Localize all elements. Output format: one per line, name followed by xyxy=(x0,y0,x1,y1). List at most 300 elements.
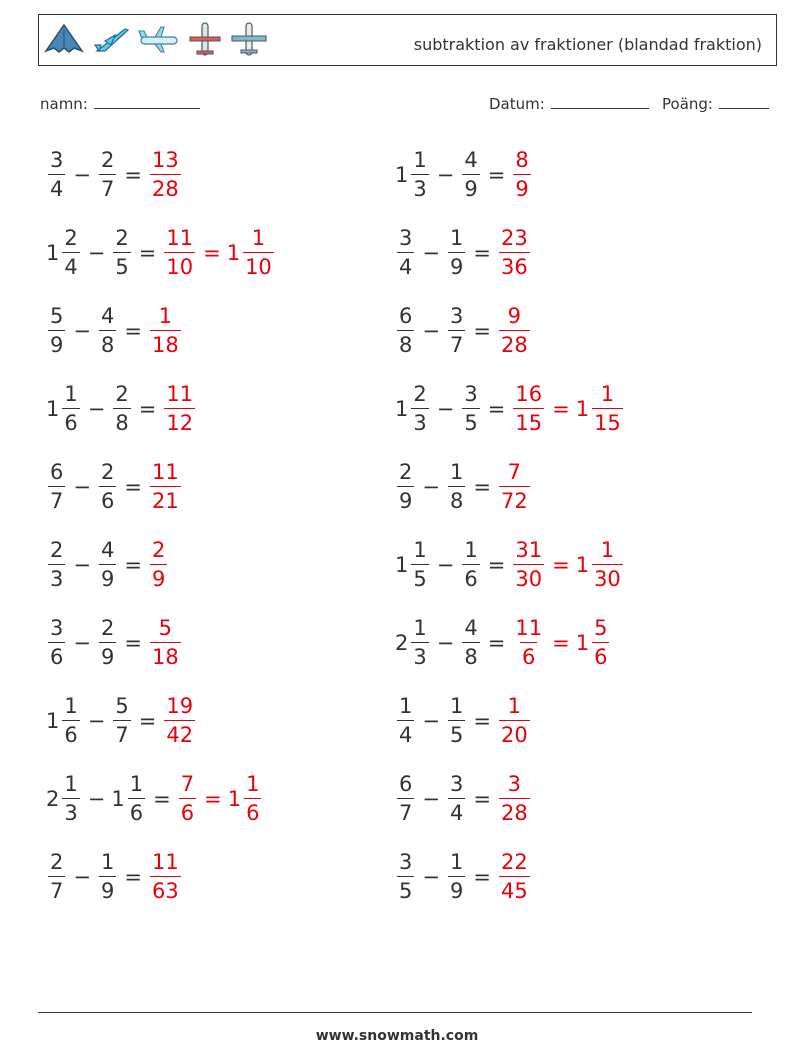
numerator: 3 xyxy=(507,772,522,796)
denominator: 3 xyxy=(62,798,79,824)
denominator: 9 xyxy=(99,876,116,902)
date-label: Datum: xyxy=(489,95,545,113)
equals-sign: = xyxy=(124,553,142,577)
numerator: 4 xyxy=(464,148,478,172)
subtrahend-fraction xyxy=(448,696,465,746)
numerator: 3 xyxy=(50,616,64,640)
answer xyxy=(497,852,532,902)
minus-sign: − xyxy=(87,709,106,733)
minus-sign: − xyxy=(422,319,440,343)
numerator: 11 xyxy=(515,616,543,640)
denominator: 3 xyxy=(411,642,428,668)
numerator: 2 xyxy=(413,382,427,406)
numerator: 4 xyxy=(464,616,478,640)
answer xyxy=(497,228,532,278)
airliner-icon xyxy=(137,21,181,57)
minus-sign: − xyxy=(436,553,455,577)
numerator: 5 xyxy=(50,304,64,328)
minuend-fraction xyxy=(48,540,65,590)
subtrahend-fraction xyxy=(113,384,130,434)
problem-row xyxy=(395,847,532,907)
subtrahend-fraction xyxy=(462,618,479,668)
answer xyxy=(148,150,183,200)
denominator: 10 xyxy=(243,252,274,278)
minuend-fraction xyxy=(62,228,79,278)
denominator: 4 xyxy=(397,252,414,278)
denominator: 6 xyxy=(520,642,537,668)
denominator: 8 xyxy=(99,330,116,356)
subtrahend-fraction xyxy=(99,618,116,668)
numerator: 1 xyxy=(64,772,78,796)
subtrahend-fraction xyxy=(448,774,465,824)
denominator: 8 xyxy=(397,330,414,356)
equals-sign: = xyxy=(487,553,506,577)
answer xyxy=(148,540,169,590)
numerator: 3 xyxy=(399,226,413,250)
numerator: 13 xyxy=(151,148,179,172)
numerator: 11 xyxy=(166,226,194,250)
minus-sign: − xyxy=(436,397,455,421)
minuend-fraction xyxy=(411,384,428,434)
denominator: 20 xyxy=(499,720,530,746)
minuend-whole: 1 xyxy=(395,163,409,187)
denominator: 4 xyxy=(397,720,414,746)
equals-sign: = xyxy=(124,163,142,187)
denominator: 6 xyxy=(462,564,479,590)
problem-row xyxy=(46,535,169,595)
footer-divider xyxy=(38,1012,752,1013)
problem-row xyxy=(46,613,183,673)
denominator: 21 xyxy=(150,486,181,512)
minus-sign: − xyxy=(87,787,106,811)
numerator: 3 xyxy=(449,304,464,328)
denominator: 8 xyxy=(448,486,465,512)
denominator: 6 xyxy=(592,642,609,668)
minuend-fraction xyxy=(411,618,428,668)
red-plane-icon xyxy=(187,21,223,57)
numerator: 2 xyxy=(151,538,166,562)
answer-fraction xyxy=(150,462,181,512)
denominator: 6 xyxy=(128,798,145,824)
equals-sign: = xyxy=(487,163,506,187)
numerator: 19 xyxy=(166,694,194,718)
equals-sign: = xyxy=(138,397,157,421)
minus-sign: − xyxy=(422,475,440,499)
numerator: 3 xyxy=(449,772,464,796)
date-line[interactable] xyxy=(551,94,649,109)
equals-sign: = xyxy=(487,631,506,655)
denominator: 3 xyxy=(411,408,428,434)
numerator: 3 xyxy=(399,850,413,874)
equals-sign: = xyxy=(138,241,157,265)
denominator: 9 xyxy=(448,252,465,278)
denominator: 6 xyxy=(99,486,116,512)
minuend-fraction xyxy=(411,150,428,200)
numerator: 2 xyxy=(115,226,129,250)
minuend-fraction xyxy=(397,306,414,356)
answer xyxy=(177,774,264,824)
numerator: 11 xyxy=(166,382,194,406)
denominator: 72 xyxy=(499,486,530,512)
equals-sign: = xyxy=(153,787,171,811)
answer xyxy=(511,384,624,434)
minus-sign: − xyxy=(73,865,91,889)
denominator: 6 xyxy=(244,798,261,824)
minuend-fraction xyxy=(397,462,414,512)
equals-sign: = xyxy=(473,241,491,265)
name-label: namn: xyxy=(40,95,88,113)
equals-sign: = xyxy=(203,241,221,265)
problem-row xyxy=(46,691,197,751)
subtrahend-fraction xyxy=(99,462,116,512)
problem-row xyxy=(46,769,263,829)
subtrahend-fraction xyxy=(448,228,465,278)
answer-fraction xyxy=(499,852,530,902)
mixed-answer-whole: 1 xyxy=(575,397,590,421)
answer-fraction xyxy=(513,618,544,668)
problem-row xyxy=(46,223,276,283)
subtrahend-fraction xyxy=(113,696,130,746)
minus-sign: − xyxy=(87,397,106,421)
date-field xyxy=(489,94,649,113)
equals-sign: = xyxy=(473,787,491,811)
problem-row xyxy=(395,379,625,439)
mixed-answer-fraction xyxy=(592,384,623,434)
equals-sign: = xyxy=(473,709,491,733)
answer xyxy=(497,306,532,356)
answer xyxy=(497,462,532,512)
problem-row xyxy=(46,847,183,907)
problem-row xyxy=(46,301,183,361)
minuend-whole: 1 xyxy=(46,709,60,733)
answer xyxy=(148,462,183,512)
subtrahend-fraction xyxy=(99,852,116,902)
numerator: 6 xyxy=(50,460,64,484)
numerator: 4 xyxy=(100,304,115,328)
name-line[interactable] xyxy=(94,94,200,109)
equals-sign: = xyxy=(124,475,142,499)
answer xyxy=(148,306,183,356)
minuend-fraction xyxy=(62,384,79,434)
numerator: 3 xyxy=(464,382,478,406)
minus-sign: − xyxy=(73,163,91,187)
numerator: 1 xyxy=(449,694,464,718)
problem-row xyxy=(46,145,183,205)
denominator: 5 xyxy=(397,876,414,902)
denominator: 7 xyxy=(48,876,65,902)
denominator: 36 xyxy=(499,252,530,278)
answer-fraction xyxy=(179,774,196,824)
numerator: 1 xyxy=(449,460,464,484)
numerator: 1 xyxy=(158,304,173,328)
denominator: 4 xyxy=(48,174,65,200)
subtrahend-fraction xyxy=(448,852,465,902)
numerator: 1 xyxy=(64,694,78,718)
denominator: 6 xyxy=(48,642,65,668)
numerator: 1 xyxy=(413,616,427,640)
denominator: 6 xyxy=(62,720,79,746)
answer-fraction xyxy=(164,384,195,434)
minuend-fraction xyxy=(411,540,428,590)
mixed-answer-fraction xyxy=(243,228,274,278)
numerator: 7 xyxy=(507,460,522,484)
denominator: 8 xyxy=(462,642,479,668)
minuend-fraction xyxy=(397,774,414,824)
numerator: 2 xyxy=(50,538,64,562)
answer-fraction xyxy=(513,540,544,590)
minuend-whole: 1 xyxy=(395,553,409,577)
numerator: 9 xyxy=(507,304,522,328)
answer-fraction xyxy=(164,228,195,278)
equals-sign: = xyxy=(138,709,157,733)
subtrahend-fraction xyxy=(448,462,465,512)
minus-sign: − xyxy=(422,865,440,889)
numerator: 1 xyxy=(413,538,427,562)
denominator: 30 xyxy=(513,564,544,590)
answer-fraction xyxy=(150,540,167,590)
denominator: 9 xyxy=(462,174,479,200)
minus-sign: − xyxy=(87,241,106,265)
answer-fraction xyxy=(499,696,530,746)
minuend-whole: 1 xyxy=(395,397,409,421)
equals-sign: = xyxy=(473,475,491,499)
answer xyxy=(511,618,611,668)
minus-sign: − xyxy=(422,241,440,265)
numerator: 11 xyxy=(151,460,179,484)
subtrahend-fraction xyxy=(462,540,479,590)
denominator: 7 xyxy=(113,720,130,746)
problem-row xyxy=(395,769,532,829)
answer xyxy=(497,696,532,746)
numerator: 3 xyxy=(50,148,64,172)
answer-fraction xyxy=(513,384,544,434)
denominator: 9 xyxy=(99,564,116,590)
denominator: 7 xyxy=(48,486,65,512)
answer-fraction xyxy=(164,696,195,746)
numerator: 1 xyxy=(507,694,522,718)
numerator: 1 xyxy=(64,382,78,406)
answer-fraction xyxy=(150,852,181,902)
mixed-answer-fraction xyxy=(592,540,623,590)
minuend-fraction xyxy=(48,618,65,668)
equals-sign: = xyxy=(487,397,506,421)
score-label: Poäng: xyxy=(662,95,713,113)
minus-sign: − xyxy=(436,163,455,187)
minuend-fraction xyxy=(48,852,65,902)
numerator: 16 xyxy=(515,382,543,406)
denominator: 4 xyxy=(448,798,465,824)
minus-sign: − xyxy=(73,475,91,499)
numerator: 1 xyxy=(129,772,144,796)
minuend-fraction xyxy=(48,306,65,356)
problem-row xyxy=(395,457,532,517)
subtrahend-fraction xyxy=(128,774,145,824)
numerator: 23 xyxy=(500,226,528,250)
answer-fraction xyxy=(499,228,530,278)
minus-sign: − xyxy=(73,319,91,343)
mixed-answer-whole: 1 xyxy=(226,241,241,265)
numerator: 2 xyxy=(100,616,115,640)
numerator: 1 xyxy=(600,382,615,406)
equals-sign: = xyxy=(124,865,142,889)
denominator: 15 xyxy=(513,408,544,434)
denominator: 6 xyxy=(179,798,196,824)
answer xyxy=(148,852,183,902)
name-field xyxy=(40,94,200,113)
minuend-fraction xyxy=(397,852,414,902)
denominator: 9 xyxy=(48,330,65,356)
score-field xyxy=(662,94,769,113)
subtrahend-fraction xyxy=(448,306,465,356)
answer xyxy=(148,618,183,668)
denominator: 9 xyxy=(99,642,116,668)
problem-row xyxy=(395,613,611,673)
numerator: 31 xyxy=(515,538,543,562)
footer-site: www.snowmath.com xyxy=(315,1028,479,1044)
numerator: 7 xyxy=(180,772,195,796)
minuend-whole: 1 xyxy=(46,397,60,421)
numerator: 2 xyxy=(50,850,64,874)
mixed-answer-whole: 1 xyxy=(227,787,242,811)
numerator: 1 xyxy=(251,226,266,250)
denominator: 28 xyxy=(499,330,530,356)
equals-sign: = xyxy=(473,319,491,343)
denominator: 15 xyxy=(592,408,623,434)
mixed-answer-whole: 1 xyxy=(575,631,590,655)
equals-sign: = xyxy=(473,865,491,889)
numerator: 1 xyxy=(449,226,464,250)
worksheet-title: subtraktion av fraktioner (blandad fraktion) xyxy=(413,35,762,54)
minuend-whole: 1 xyxy=(46,241,60,265)
answer xyxy=(162,384,197,434)
numerator: 2 xyxy=(399,460,413,484)
subtrahend-whole: 1 xyxy=(111,787,125,811)
numerator: 2 xyxy=(100,460,115,484)
denominator: 5 xyxy=(113,252,130,278)
mixed-answer-fraction xyxy=(244,774,261,824)
blue-plane-icon xyxy=(229,21,269,57)
numerator: 1 xyxy=(399,694,413,718)
numerator: 2 xyxy=(100,148,115,172)
denominator: 9 xyxy=(150,564,167,590)
minuend-fraction xyxy=(48,462,65,512)
answer-fraction xyxy=(499,462,530,512)
numerator: 8 xyxy=(515,148,529,172)
denominator: 42 xyxy=(164,720,195,746)
answer-fraction xyxy=(499,774,530,824)
numerator: 5 xyxy=(158,616,173,640)
numerator: 1 xyxy=(464,538,478,562)
minus-sign: − xyxy=(422,709,440,733)
minuend-fraction xyxy=(62,696,79,746)
denominator: 7 xyxy=(397,798,414,824)
subtrahend-fraction xyxy=(462,150,479,200)
problem-row xyxy=(395,535,625,595)
numerator: 5 xyxy=(594,616,608,640)
denominator: 5 xyxy=(462,408,479,434)
problem-row xyxy=(46,379,197,439)
subtrahend-fraction xyxy=(113,228,130,278)
denominator: 8 xyxy=(113,408,130,434)
equals-sign: = xyxy=(552,553,570,577)
denominator: 3 xyxy=(411,174,428,200)
denominator: 45 xyxy=(499,876,530,902)
denominator: 28 xyxy=(150,174,181,200)
equals-sign: = xyxy=(124,319,142,343)
denominator: 28 xyxy=(499,798,530,824)
denominator: 18 xyxy=(150,642,181,668)
denominator: 9 xyxy=(448,876,465,902)
numerator: 4 xyxy=(100,538,115,562)
subtrahend-fraction xyxy=(462,384,479,434)
subtrahend-fraction xyxy=(99,540,116,590)
denominator: 10 xyxy=(164,252,195,278)
problem-row xyxy=(46,457,183,517)
minuend-fraction xyxy=(397,228,414,278)
numerator: 1 xyxy=(246,772,260,796)
minus-sign: − xyxy=(422,787,440,811)
worksheet-header xyxy=(38,14,777,66)
subtrahend-fraction xyxy=(99,306,116,356)
minus-sign: − xyxy=(436,631,455,655)
numerator: 11 xyxy=(151,850,179,874)
answer-fraction xyxy=(513,150,530,200)
answer xyxy=(162,228,275,278)
denominator: 7 xyxy=(448,330,465,356)
score-line[interactable] xyxy=(719,94,769,109)
stealth-plane-icon xyxy=(43,21,85,57)
denominator: 12 xyxy=(164,408,195,434)
equals-sign: = xyxy=(204,787,222,811)
denominator: 18 xyxy=(150,330,181,356)
minuend-whole: 2 xyxy=(46,787,60,811)
numerator: 1 xyxy=(449,850,464,874)
denominator: 30 xyxy=(592,564,623,590)
denominator: 9 xyxy=(397,486,414,512)
denominator: 7 xyxy=(99,174,116,200)
numerator: 2 xyxy=(115,382,129,406)
minus-sign: − xyxy=(73,631,91,655)
answer-fraction xyxy=(150,306,181,356)
denominator: 5 xyxy=(411,564,428,590)
numerator: 2 xyxy=(64,226,78,250)
problem-row xyxy=(395,145,533,205)
denominator: 6 xyxy=(62,408,79,434)
numerator: 1 xyxy=(600,538,615,562)
numerator: 5 xyxy=(115,694,129,718)
mixed-answer-whole: 1 xyxy=(575,553,590,577)
denominator: 3 xyxy=(48,564,65,590)
answer-fraction xyxy=(150,618,181,668)
minuend-fraction xyxy=(397,696,414,746)
equals-sign: = xyxy=(552,397,570,421)
denominator: 63 xyxy=(150,876,181,902)
numerator: 22 xyxy=(500,850,528,874)
answer xyxy=(511,150,532,200)
denominator: 4 xyxy=(62,252,79,278)
numerator: 1 xyxy=(100,850,115,874)
jet-plane-icon xyxy=(91,21,131,57)
subtrahend-fraction xyxy=(99,150,116,200)
minuend-fraction xyxy=(48,150,65,200)
header-icons xyxy=(43,21,269,57)
denominator: 5 xyxy=(448,720,465,746)
mixed-answer-fraction xyxy=(592,618,609,668)
answer xyxy=(162,696,197,746)
problem-row xyxy=(395,691,532,751)
equals-sign: = xyxy=(552,631,570,655)
minuend-whole: 2 xyxy=(395,631,409,655)
